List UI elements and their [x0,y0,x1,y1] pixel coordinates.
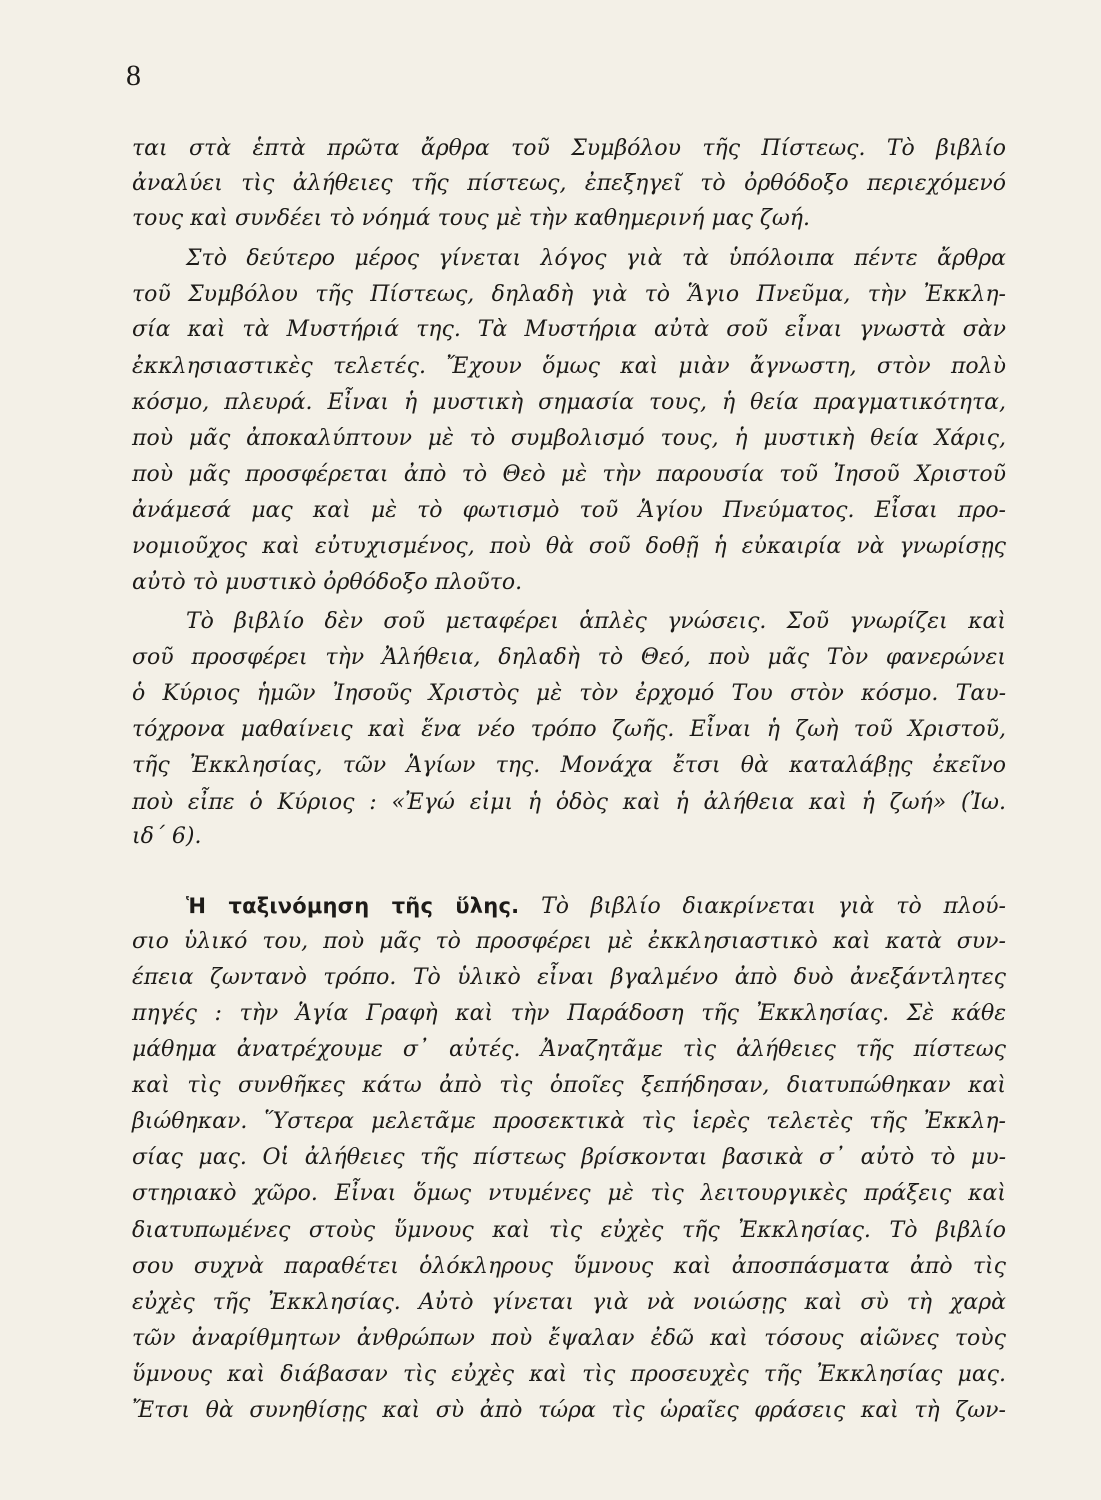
text-line: εὐχὲς τῆς Ἐκκλησίας. Αὐτὸ γίνεται γιὰ νὰ νοιώσῃς καὶ σὺ τὴ χαρὰ [132,1290,1006,1315]
text-line: νομιοῦχος καὶ εὐτυχισμένος, ποὺ θὰ σοῦ δοθῇ ἡ εὐκαιρία νὰ γνωρίσῃς [132,534,1006,559]
text-line: σοῦ προσφέρει τὴν Ἀλήθεια, δηλαδὴ τὸ Θεό, ποὺ μᾶς Τὸν φανερώνει [132,645,1006,670]
text-line: διατυπωμένες στοὺς ὕμνους καὶ τὶς εὐχὲς τῆς Ἐκκλησίας. Τὸ βιβλίο [132,1218,1006,1243]
text-line: πηγές : τὴν Ἁγία Γραφὴ καὶ τὴν Παράδοση τῆς Ἐκκλησίας. Σὲ κάθε [132,1001,1006,1026]
text-line: Στὸ δεύτερο μέρος γίνεται λόγος γιὰ τὰ ὑπόλοιπα πέντε ἄρθρα [186,246,1006,271]
text-line: ὁ Κύριος ἡμῶν Ἰησοῦς Χριστὸς μὲ τὸν ἐρχομό Του στὸν κόσμο. Ταυ- [132,681,1006,706]
text-line: ἀναλύει τὶς ἀλήθειες τῆς πίστεως, ἐπεξηγεῖ τὸ ὀρθόδοξο περιεχόμενό [132,171,1006,196]
text-line: σου συχνὰ παραθέτει ὁλόκληρους ὕμνους καὶ ἀποσπάσματα ἀπὸ τὶς [132,1254,1006,1279]
text-line: στηριακὸ χῶρο. Εἶναι ὅμως ντυμένες μὲ τὶς λειτουργικὲς πράξεις καὶ [132,1181,1006,1206]
heading-line [186,889,1006,923]
text-line: ιδ´ 6). [132,824,202,849]
text-line: τοῦ Συμβόλου τῆς Πίστεως, δηλαδὴ γιὰ τὸ Ἅγιο Πνεῦμα, τὴν Ἐκκλη- [132,282,1006,307]
text-line: τῶν ἀναρίθμητων ἀνθρώπων ποὺ ἔψαλαν ἐδῶ καὶ τόσους αἰῶνες τοὺς [132,1326,1006,1351]
text-line: αὐτὸ τὸ μυστικὸ ὀρθόδοξο πλοῦτο. [132,570,523,595]
text-line: μάθημα ἀνατρέχουμε σ᾽ αὐτές. Ἀναζητᾶμε τὶς ἀλήθειες τῆς πίστεως [132,1037,1006,1062]
text-line: καὶ τὶς συνθῆκες κάτω ἀπὸ τὶς ὁποῖες ξεπήδησαν, διατυπώθηκαν καὶ [132,1073,1006,1098]
text-line: ἐκκλησιαστικὲς τελετές. Ἔχουν ὅμως καὶ μιὰν ἄγνωστη, στὸν πολὺ [132,354,1006,379]
text-line: ἀνάμεσά μας καὶ μὲ τὸ φωτισμὸ τοῦ Ἁγίου Πνεύματος. Εἶσαι προ- [132,498,1006,523]
text-line: σίας μας. Οἱ ἀλήθειες τῆς πίστεως βρίσκονται βασικὰ σ᾽ αὐτὸ τὸ μυ- [132,1145,1006,1170]
text-line: έπεια ζωντανὸ τρόπο. Τὸ ὑλικὸ εἶναι βγαλμένο ἀπὸ δυὸ ἀνεξάντλητες [132,965,1006,990]
text-line: τους καὶ συνδέει τὸ νόημά τους μὲ τὴν καθημερινή μας ζωή. [132,206,810,231]
text-line: ὕμνους καὶ διάβασαν τὶς εὐχὲς καὶ τὶς προσευχὲς τῆς Ἐκκλησίας μας. [132,1362,1006,1387]
heading-line-text: Τὸ βιβλίο διακρίνεται γιὰ τὸ πλού- [541,894,1006,919]
text-line: σιο ὑλικό του, ποὺ μᾶς τὸ προσφέρει μὲ ἐκκλησιαστικὸ καὶ κατὰ συν- [132,929,1006,954]
section-heading: Ἡ ταξινόμηση τῆς ὕλης. [186,894,520,918]
text-line: ται στὰ ἑπτὰ πρῶτα ἄρθρα τοῦ Συμβόλου τῆς Πίστεως. Τὸ βιβλίο [132,136,1006,161]
text-line: κόσμο, πλευρά. Εἶναι ἡ μυστικὴ σημασία τους, ἡ θεία πραγματικότητα, [132,390,1006,415]
text-line: ποὺ μᾶς προσφέρεται ἀπὸ τὸ Θεὸ μὲ τὴν παρουσία τοῦ Ἰησοῦ Χριστοῦ [132,462,1006,487]
text-line: ποὺ μᾶς ἀποκαλύπτουν μὲ τὸ συμβολισμό τους, ἡ μυστικὴ θεία Χάρις, [132,426,1006,451]
page-number: 8 [126,59,141,92]
text-line: σία καὶ τὰ Μυστήριά της. Τὰ Μυστήρια αὐτὰ σοῦ εἶναι γνωστὰ σὰν [132,317,1006,342]
text-line: βιώθηκαν. Ὕστερα μελετᾶμε προσεκτικὰ τὶς ἱερὲς τελετὲς τῆς Ἐκκλη- [132,1109,1006,1134]
text-line: Ἔτσι θὰ συνηθίσῃς καὶ σὺ ἀπὸ τώρα τὶς ὡραῖες φράσεις καὶ τὴ ζων- [132,1398,1006,1423]
text-line: τῆς Ἐκκλησίας, τῶν Ἁγίων της. Μονάχα ἔτσι θὰ καταλάβῃς ἐκεῖνο [132,753,1006,778]
text-line: Τὸ βιβλίο δὲν σοῦ μεταφέρει ἁπλὲς γνώσεις. Σοῦ γνωρίζει καὶ [186,609,1006,634]
text-line: τόχρονα μαθαίνεις καὶ ἕνα νέο τρόπο ζωῆς. Εἶναι ἡ ζωὴ τοῦ Χριστοῦ, [132,717,1006,742]
text-line: ποὺ εἶπε ὁ Κύριος : «Ἐγώ εἰμι ἡ ὁδὸς καὶ ἡ ἀλήθεια καὶ ἡ ζωή» (Ἰω. [132,790,1006,815]
